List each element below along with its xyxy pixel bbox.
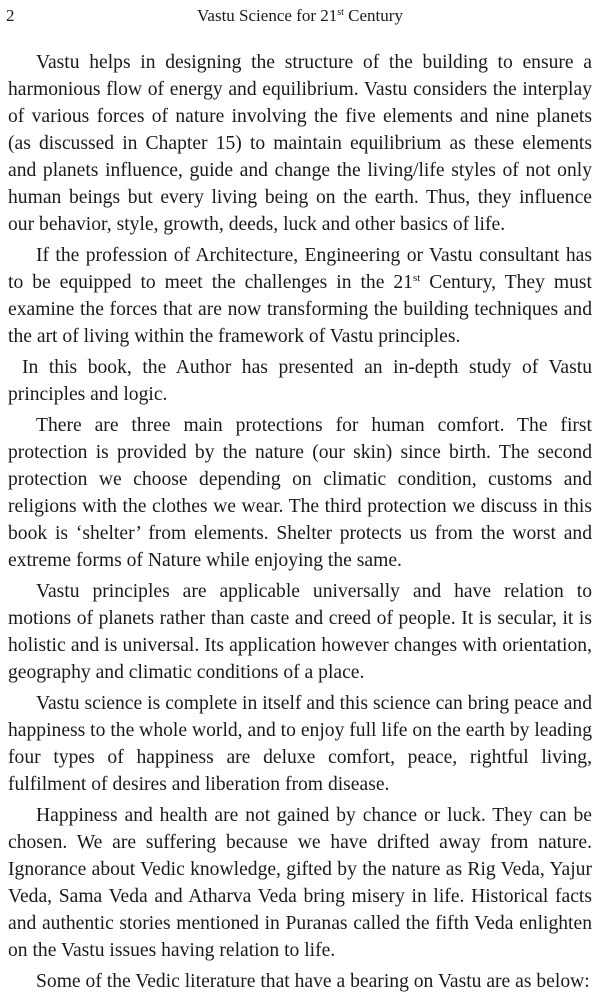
paragraph-happiness-health: Happiness and health are not gained by chance or luck. They can be chosen. We are suffering because we have drifted away from nature. Ignorance about Vedic knowledge, gifted by the nature as Rig Veda, Yajur Veda, Sama Veda and Atharva Veda bring misery in life. Historical facts and authentic stories mentioned in Puranas called the fifth Veda enlighten on the Vastu issues having relation to life.: [8, 805, 592, 961]
paragraph-universal-principles: Vastu principles are applicable universally and have relation to motions of planets rather than caste and creed of people. It is secular, it is holistic and is universal. Its application however changes with orientation, geography and climatic conditions of a place.: [8, 581, 592, 683]
paragraph-profession-text-before: If the profession of Architecture, Engineering or Vastu consultant has to be equipped to meet the challenges in the 21: [8, 245, 592, 293]
paragraph-vedic-literature: Some of the Vedic literature that have a bearing on Vastu are as below:: [36, 971, 590, 992]
running-title-text: Vastu Science for 21: [197, 6, 338, 25]
paragraph-profession-superscript: st: [412, 272, 421, 284]
paragraph-complete-science: Vastu science is complete in itself and this science can bring peace and happiness to the whole world, and to enjoy full life on the earth by leading four types of happiness are deluxe comfort, peace, rightful living, fulfilment of desires and liberation from disease.: [8, 693, 592, 795]
running-title: [0, 6, 600, 26]
paragraph-profession-challenges: [8, 242, 592, 350]
paragraph-vastu-design: Vastu helps in designing the structure of the building to ensure a harmonious flow of energy and equilibrium. Vastu considers the interplay of various forces of nature involving the five elements and nine planets (as discussed in Chapter 15) to maintain equilibrium as these elements and planets influence, guide and change the living/life styles of not only human beings but every living being on the earth. Thus, they influence our behavior, style, growth, deeds, luck and other basics of life.: [8, 52, 592, 235]
paragraph-profession-text-after: Century, They must examine the forces that are now transforming the building techniques and the art of living within the framework of Vastu principles.: [8, 272, 592, 347]
page-number: 2: [6, 6, 15, 25]
running-title-suffix: Century: [343, 6, 403, 25]
paragraph-three-protections: There are three main protections for human comfort. The first protection is provided by the nature (our skin) since birth. The second protection we choose depending on climatic condition, customs and religions with the clothes we wear. The third protection we discuss in this book is ‘shelter’ from elements. Shelter protects us from the worst and extreme forms of Nature while enjoying the same.: [8, 415, 592, 571]
running-title-superscript: st: [337, 7, 344, 18]
page-header: [0, 6, 600, 28]
paragraph-book-study: In this book, the Author has presented an in-depth study of Vastu principles and logic.: [8, 357, 592, 405]
body-text: [8, 49, 592, 999]
